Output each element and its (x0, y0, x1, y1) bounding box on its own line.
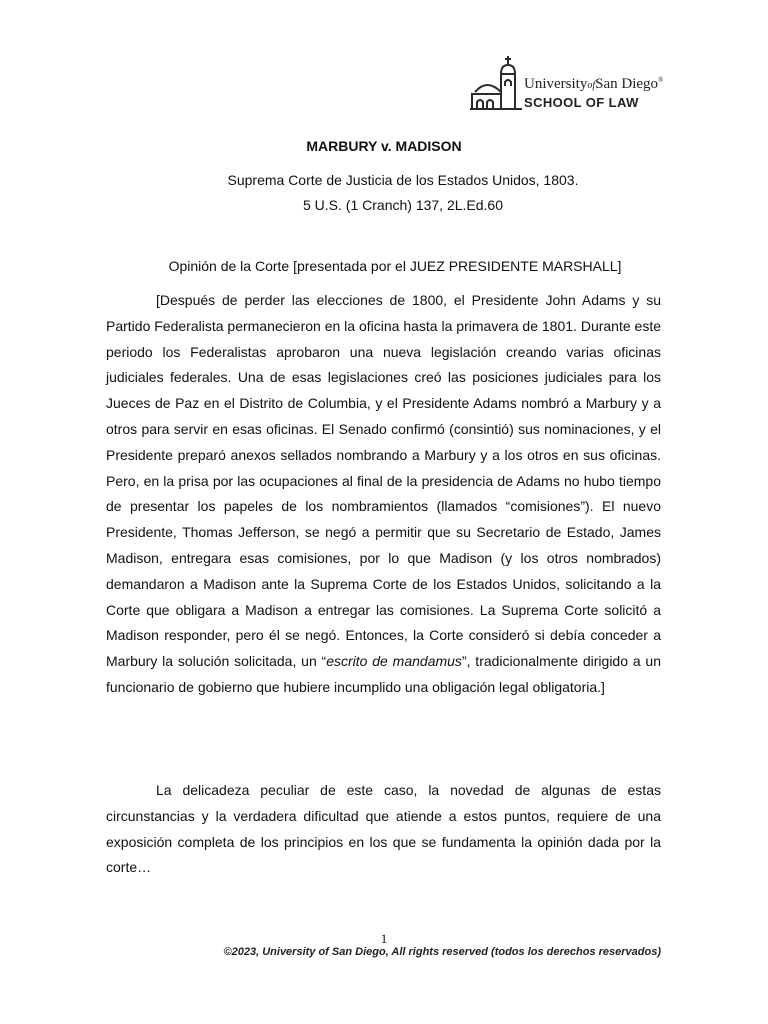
university-wordmark: UniversityofSan Diego® (524, 76, 664, 92)
paragraph-opinion: La delicadeza peculiar de este caso, la novedad de algunas de estas circunstancias y la verdadera dificultad que atiende a estos puntos, requiere de una exposición completa de los principios en los que se fundamenta la opinión dada por la corte… (106, 782, 661, 876)
case-title: MARBURY v. MADISON (306, 138, 462, 154)
opinion-heading: Opinión de la Corte [presentada por el JUEZ PRESIDENTE MARSHALL] (168, 258, 622, 274)
mission-building-icon (470, 52, 522, 112)
usd-school-of-law-logo (470, 52, 670, 112)
italic-term: escrito de mandamus (326, 653, 462, 670)
copyright-notice: ©2023, University of San Diego, All rights reserved (todos los derechos reservados) (223, 946, 661, 958)
reporter-citation: 5 U.S. (1 Cranch) 137, 2L.Ed.60 (303, 197, 503, 213)
court-citation: Suprema Corte de Justicia de los Estados Unidos, 1803. (227, 172, 579, 188)
page-number: 1 (380, 931, 388, 946)
paragraph-background: [Después de perder las elecciones de 1800, el Presidente John Adams y su Partido Federalista permanecieron en la oficina hasta la primavera de 1801. Durante este periodo los Federalistas aprobaron una nueva legislación creando varias oficinas judiciales federales. Una de esas legislaciones creó las posiciones judiciales para los Jueces de Paz en el Distrito de Columbia, y el Presidente Adams nombró a Marbury y a otros para servir en esas oficinas. El Senado confirmó (consintió) sus nominaciones, y el Presidente preparó anexos sellados nombrando a Marbury y a los otros en sus oficinas. Pero, en la prisa por las ocupaciones al final de la presidencia de Adams no hubo tiempo de presentar los papeles de los nombramientos (llamados “comisiones”). El nuevo Presidente, Thomas Jefferson, se negó a permitir que su Secretario de Estado, James Madison, entregara esas comisiones, por lo que Madison (y los otros nombrados) demandaron a Madison ante la Suprema Corte de los Estados Unidos, solicitando a la Corte que obligara a Madison a entregar las comisiones. La Suprema Corte solicitó a Madison responder, pero él se negó. Entonces, la Corte consideró si debía conceder a Marbury la solución solicitada, un “escrito de mandamus”, tradicionalmente dirigido a un funcionario de gobierno que hubiere incumplido una obligación legal obligatoria.] (106, 292, 662, 695)
school-of-law-wordmark: SCHOOL OF LAW (524, 95, 639, 110)
